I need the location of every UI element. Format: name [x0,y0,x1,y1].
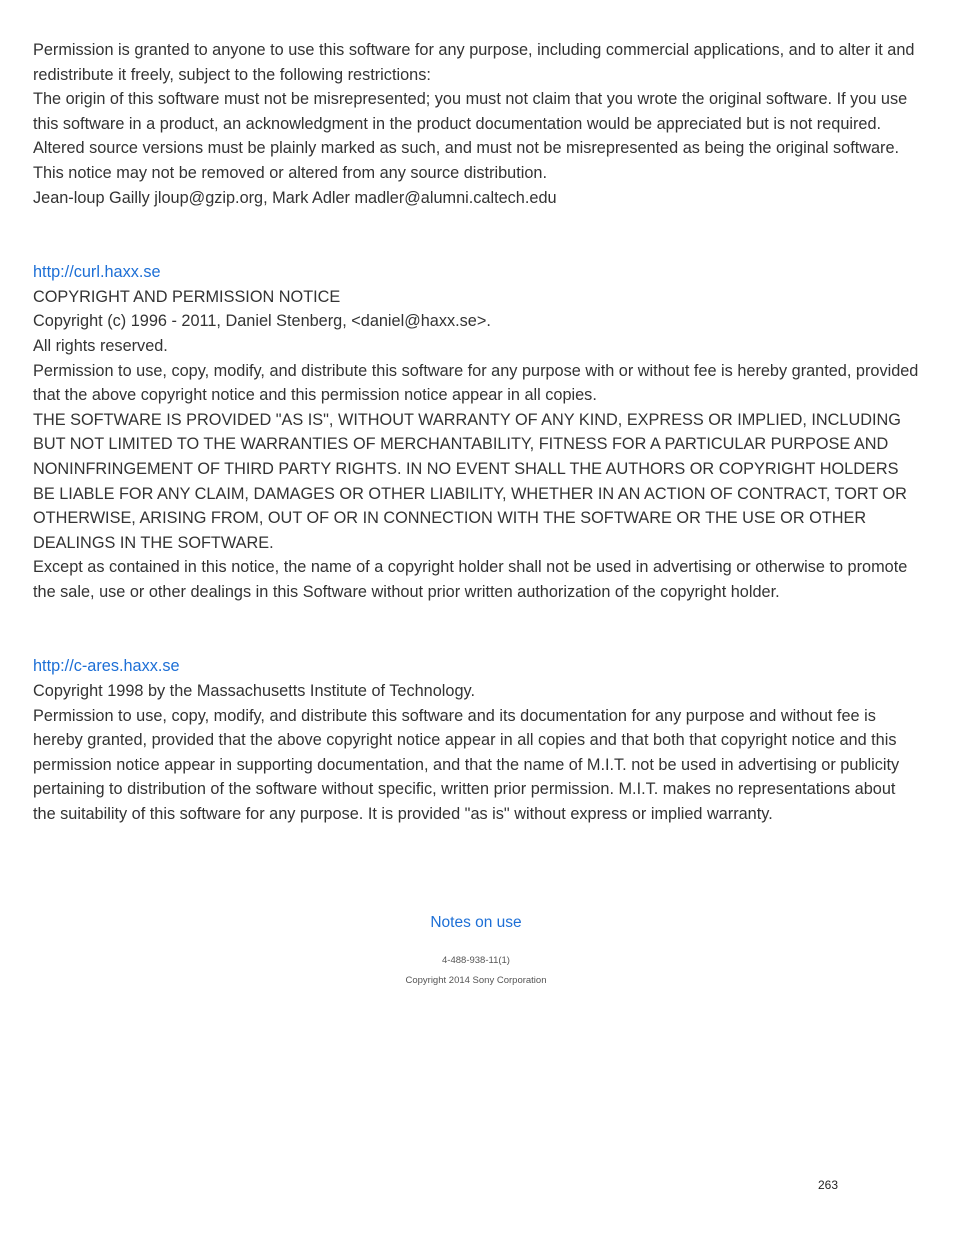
curl-permission-paragraph: Permission to use, copy, modify, and distribute this software for any purpose with or without fee is hereby granted, provided that the above copyright notice and this permission notice appear in all copies. [33,361,919,405]
cares-copyright-line: Copyright 1998 by the Massachusetts Institute of Technology. [33,682,475,701]
zlib-altered-paragraph: Altered source versions must be plainly marked as such, and must not be misrepresented as being the original software. [33,139,900,158]
notes-on-use-link[interactable]: Notes on use [430,914,522,931]
footer-copyright: Copyright 2014 Sony Corporation [405,975,547,986]
document-id: 4-488-938-11(1) [442,955,510,966]
zlib-license-section [33,38,921,210]
curl-link[interactable]: http://curl.haxx.se [33,263,161,282]
zlib-notice-paragraph: This notice may not be removed or altered from any source distribution. [33,163,548,182]
notes-on-use-container [0,912,952,934]
zlib-authors-paragraph: Jean-loup Gailly jloup@gzip.org, Mark Adler madler@alumni.caltech.edu [33,188,557,207]
license-content [33,38,921,827]
curl-notice-title: COPYRIGHT AND PERMISSION NOTICE [33,287,341,306]
cares-license-section [33,654,921,826]
curl-rights-line: All rights reserved. [33,336,168,355]
zlib-permission-paragraph: Permission is granted to anyone to use this software for any purpose, including commercial applications, and to alter it and redistribute it freely, subject to the following restrictions: [33,41,915,84]
section-spacer [33,604,921,654]
curl-advertising-paragraph: Except as contained in this notice, the name of a copyright holder shall not be used in advertising or otherwise to promote the sale, use or other dealings in this Software without prior written authorization of the copyright holder. [33,558,908,601]
cares-permission-paragraph: Permission to use, copy, modify, and distribute this software and its documentation for any purpose and without fee is hereby granted, provided that the above copyright notice appear in all copies and that both that copyright notice and this permission notice appear in supporting documentation, and that the name of M.I.T. not be used in advertising or publicity pertaining to distribution of the software without specific, written prior permission. M.I.T. makes no representations about the suitability of this software for any purpose. It is provided "as is" without express or implied warranty. [33,706,900,824]
curl-copyright-line: Copyright (c) 1996 - 2011, Daniel Stenberg, <daniel@haxx.se>. [33,312,491,331]
curl-license-section [33,260,921,604]
cares-link[interactable]: http://c-ares.haxx.se [33,657,180,676]
zlib-origin-paragraph: The origin of this software must not be misrepresented; you must not claim that you wrote the original software. If you use this software in a product, an acknowledgment in the product documentation would be appreciated but is not required. [33,90,908,133]
section-spacer [33,210,921,260]
curl-warranty-paragraph: THE SOFTWARE IS PROVIDED "AS IS", WITHOUT WARRANTY OF ANY KIND, EXPRESS OR IMPLIED, INCLUDING BUT NOT LIMITED TO THE WARRANTIES OF MERCHANTABILITY, FITNESS FOR A PARTICULAR PURPOSE AND NONINFRINGEMENT OF THIRD PARTY RIGHTS. IN NO EVENT SHALL THE AUTHORS OR COPYRIGHT HOLDERS BE LIABLE FOR ANY CLAIM, DAMAGES OR OTHER LIABILITY, WHETHER IN AN ACTION OF CONTRACT, TORT OR OTHERWISE, ARISING FROM, OUT OF OR IN CONNECTION WITH THE SOFTWARE OR THE USE OR OTHER DEALINGS IN THE SOFTWARE. [33,410,907,552]
page-number: 263 [818,1178,839,1192]
